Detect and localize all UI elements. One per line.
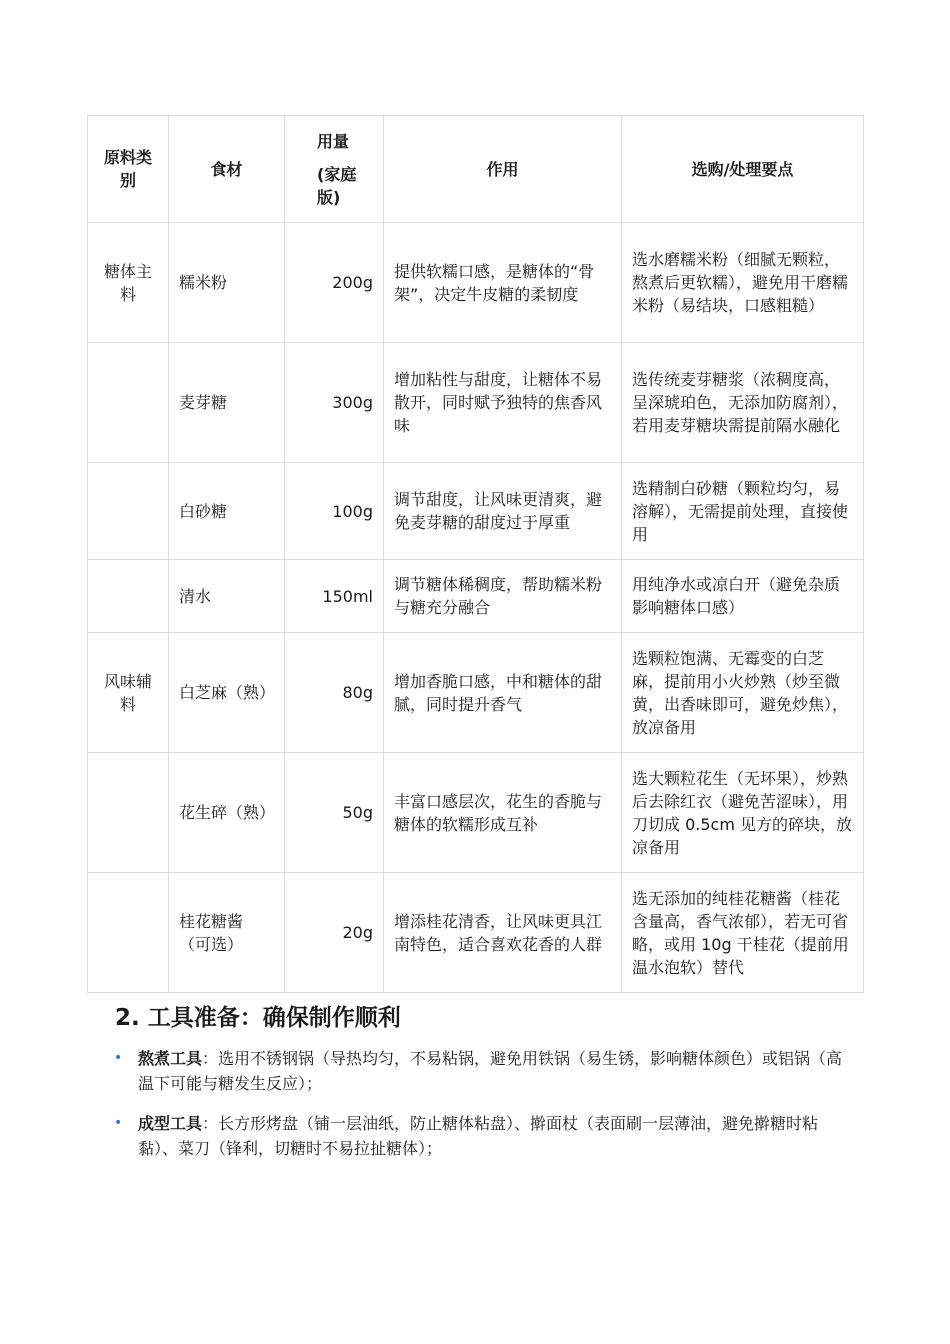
table-header-row [88, 116, 864, 223]
cell-tips: 选颗粒饱满、无霉变的白芝麻，提前用小火炒熟（炒至微黄，出香味即可，避免炒焦），放凉备用 [622, 633, 864, 753]
cell-quantity: 80g [285, 633, 384, 753]
table-row [88, 753, 864, 873]
cell-tips: 选精制白砂糖（颗粒均匀，易溶解），无需提前处理，直接使用 [622, 463, 864, 560]
cell-category [88, 343, 169, 463]
table-row [88, 223, 864, 343]
tools-list [110, 1046, 850, 1176]
cell-role: 增添桂花清香，让风味更具江南特色，适合喜欢花香的人群 [384, 873, 622, 993]
table-row [88, 343, 864, 463]
table-row [88, 463, 864, 560]
cell-role: 增加香脆口感，中和糖体的甜腻，同时提升香气 [384, 633, 622, 753]
cell-category: 风味辅料 [88, 633, 169, 753]
header-quantity [285, 116, 384, 223]
cell-role: 调节甜度，让风味更清爽，避免麦芽糖的甜度过于厚重 [384, 463, 622, 560]
cell-role: 提供软糯口感，是糖体的“骨架”，决定牛皮糖的柔韧度 [384, 223, 622, 343]
cell-quantity: 150ml [285, 560, 384, 633]
cell-role: 增加粘性与甜度，让糖体不易散开，同时赋予独特的焦香风味 [384, 343, 622, 463]
header-quantity-line2: (家庭版) [317, 164, 357, 207]
table-row [88, 560, 864, 633]
cell-name: 麦芽糖 [169, 343, 285, 463]
cell-tips: 选无添加的纯桂花糖酱（桂花含量高，香气浓郁），若无可省略，或用 10g 干桂花（提前用温水泡软）替代 [622, 873, 864, 993]
tool-label: 熬煮工具 [138, 1049, 203, 1068]
cell-tips: 选传统麦芽糖浆（浓稠度高，呈深琥珀色，无添加防腐剂），若用麦芽糖块需提前隔水融化 [622, 343, 864, 463]
header-tips: 选购/处理要点 [622, 116, 864, 223]
cell-tips: 用纯净水或凉白开（避免杂质影响糖体口感） [622, 560, 864, 633]
cell-category [88, 560, 169, 633]
table-row [88, 633, 864, 753]
cell-category: 糖体主料 [88, 223, 169, 343]
bullet-icon: • [114, 1115, 123, 1131]
cell-name: 白芝麻（熟） [169, 633, 285, 753]
cell-tips: 选水磨糯米粉（细腻无颗粒，熬煮后更软糯），避免用干磨糯米粉（易结块，口感粗糙） [622, 223, 864, 343]
cell-role: 丰富口感层次，花生的香脆与糖体的软糯形成互补 [384, 753, 622, 873]
ingredients-table [87, 115, 864, 993]
cell-role: 调节糖体稀稠度，帮助糯米粉与糖充分融合 [384, 560, 622, 633]
cell-tips: 选大颗粒花生（无坏果），炒熟后去除红衣（避免苦涩味），用刀切成 0.5cm 见方的碎块，放凉备用 [622, 753, 864, 873]
cell-name: 花生碎（熟） [169, 753, 285, 873]
bullet-icon: • [114, 1050, 123, 1066]
cell-name: 白砂糖 [169, 463, 285, 560]
cell-quantity: 200g [285, 223, 384, 343]
tool-text: ：长方形烤盘（铺一层油纸，防止糖体粘盘）、擀面杖（表面刷一层薄油，避免擀糖时粘黏）、菜刀（锋利，切糖时不易拉扯糖体）； [138, 1114, 819, 1158]
cell-name: 糯米粉 [169, 223, 285, 343]
cell-quantity: 20g [285, 873, 384, 993]
header-quantity-line1: 用量 [317, 131, 350, 151]
header-category: 原料类别 [88, 116, 169, 223]
cell-quantity: 50g [285, 753, 384, 873]
cell-category [88, 873, 169, 993]
cell-quantity: 300g [285, 343, 384, 463]
header-name: 食材 [169, 116, 285, 223]
tool-label: 成型工具 [138, 1114, 203, 1133]
cell-name: 清水 [169, 560, 285, 633]
section-title: 2. 工具准备：确保制作顺利 [115, 1005, 401, 1031]
tool-text: ：选用不锈钢锅（导热均匀，不易粘锅，避免用铁锅（易生锈，影响糖体颜色）或铝锅（高温下可能与糖发生反应）； [138, 1049, 843, 1093]
header-role: 作用 [384, 116, 622, 223]
cell-quantity: 100g [285, 463, 384, 560]
list-item [110, 1111, 850, 1161]
list-item [110, 1046, 850, 1096]
table-row [88, 873, 864, 993]
cell-category [88, 753, 169, 873]
cell-name: 桂花糖酱（可选） [169, 873, 285, 993]
cell-category [88, 463, 169, 560]
